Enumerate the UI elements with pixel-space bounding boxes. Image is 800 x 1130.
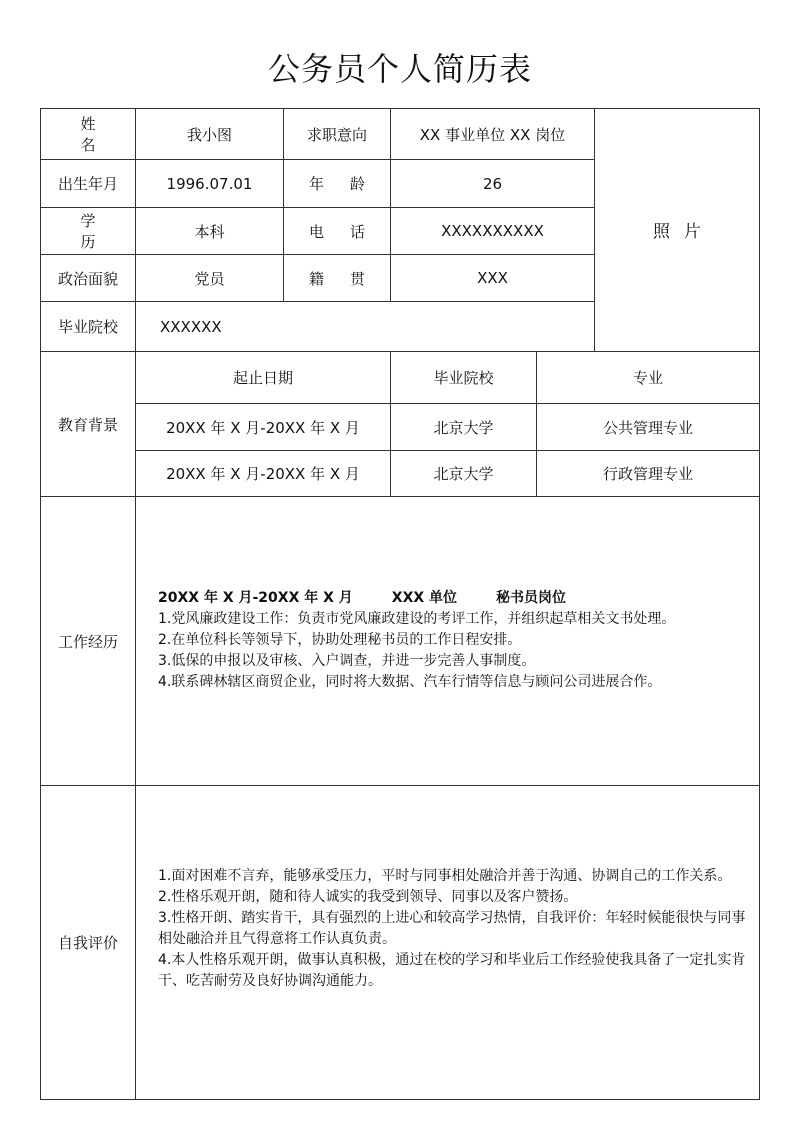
- school-label: 毕业院校: [57, 318, 118, 336]
- edu-row-1-major: 公共管理专业: [602, 418, 693, 437]
- name-label: 姓名: [80, 115, 122, 154]
- self-item: 3.性格开朗、踏实肯干，具有强烈的上进心和较高学习热情，自我评价：年轻时候能很快与同事相处融洽并且气得意将工作认真负责。: [158, 910, 746, 947]
- work-experience-content: [158, 588, 754, 693]
- edu-row-1-school: 北京大学: [433, 418, 494, 437]
- self-item: 4.本人性格乐观开朗，做事认真积极，通过在校的学习和毕业后工作经验使我具备了一定扎实肯干、吃苦耐劳及良好协调沟通能力。: [158, 952, 746, 989]
- edu-header-school: 毕业院校: [433, 369, 494, 387]
- work-entry-heading: 20XX 年 X 月-20XX 年 X 月 XXX 单位 秘书员岗位: [158, 590, 567, 606]
- education-background-label: 教育背景: [57, 415, 118, 434]
- birth-label: 出生年月: [57, 175, 118, 193]
- work-item: 2.在单位科长等领导下，协助处理秘书员的工作日程安排。: [158, 632, 522, 648]
- work-experience-label: 工作经历: [57, 632, 118, 651]
- name-value: 我小图: [186, 125, 232, 144]
- page-title: 公务员个人简历表: [267, 50, 532, 88]
- edu-row-2-school: 北京大学: [433, 465, 494, 483]
- self-item: 2.性格乐观开朗，随和待人诚实的我受到领导、同事以及客户赞扬。: [158, 889, 578, 905]
- age-label: 年龄: [309, 175, 392, 193]
- work-item: 1.党风廉政建设工作：负责市党风廉政建设的考评工作，并组织起草相关文书处理。: [158, 611, 676, 627]
- job-intent-label: 求职意向: [306, 125, 367, 144]
- phone-value: XXXXXXXXXX: [441, 222, 544, 240]
- job-intent-value: XX 事业单位 XX 岗位: [419, 125, 566, 144]
- self-evaluation-label: 自我评价: [57, 934, 118, 952]
- edu-row-1-dates: 20XX 年 X 月-20XX 年 X 月: [166, 418, 360, 437]
- self-evaluation-content: [158, 866, 754, 992]
- edu-header-dates: 起止日期: [232, 369, 293, 387]
- education-label: 学历: [80, 212, 122, 251]
- edu-row-2-dates: 20XX 年 X 月-20XX 年 X 月: [166, 465, 360, 483]
- native-place-value: XXX: [477, 269, 508, 287]
- age-value: 26: [482, 174, 503, 193]
- school-value: XXXXXX: [160, 317, 222, 336]
- education-value: 本科: [194, 222, 225, 241]
- edu-row-2-major: 行政管理专业: [602, 465, 693, 483]
- self-item: 1.面对困难不言弃，能够承受压力，平时与同事相处融洽并善于沟通、协调自己的工作关系。: [158, 868, 732, 884]
- work-item: 4.联系碑林辖区商贸企业，同时将大数据、汽车行情等信息与顾问公司进展合作。: [158, 674, 662, 690]
- birth-value: 1996.07.01: [166, 174, 253, 193]
- native-place-label: 籍贯: [309, 269, 392, 288]
- photo-placeholder: 照片: [653, 222, 715, 242]
- phone-label: 电话: [309, 222, 392, 241]
- political-label: 政治面貌: [57, 269, 118, 288]
- political-value: 党员: [194, 269, 225, 288]
- edu-header-major: 专业: [632, 369, 663, 387]
- work-item: 3.低保的申报以及审核、入户调查，并进一步完善人事制度。: [158, 653, 536, 669]
